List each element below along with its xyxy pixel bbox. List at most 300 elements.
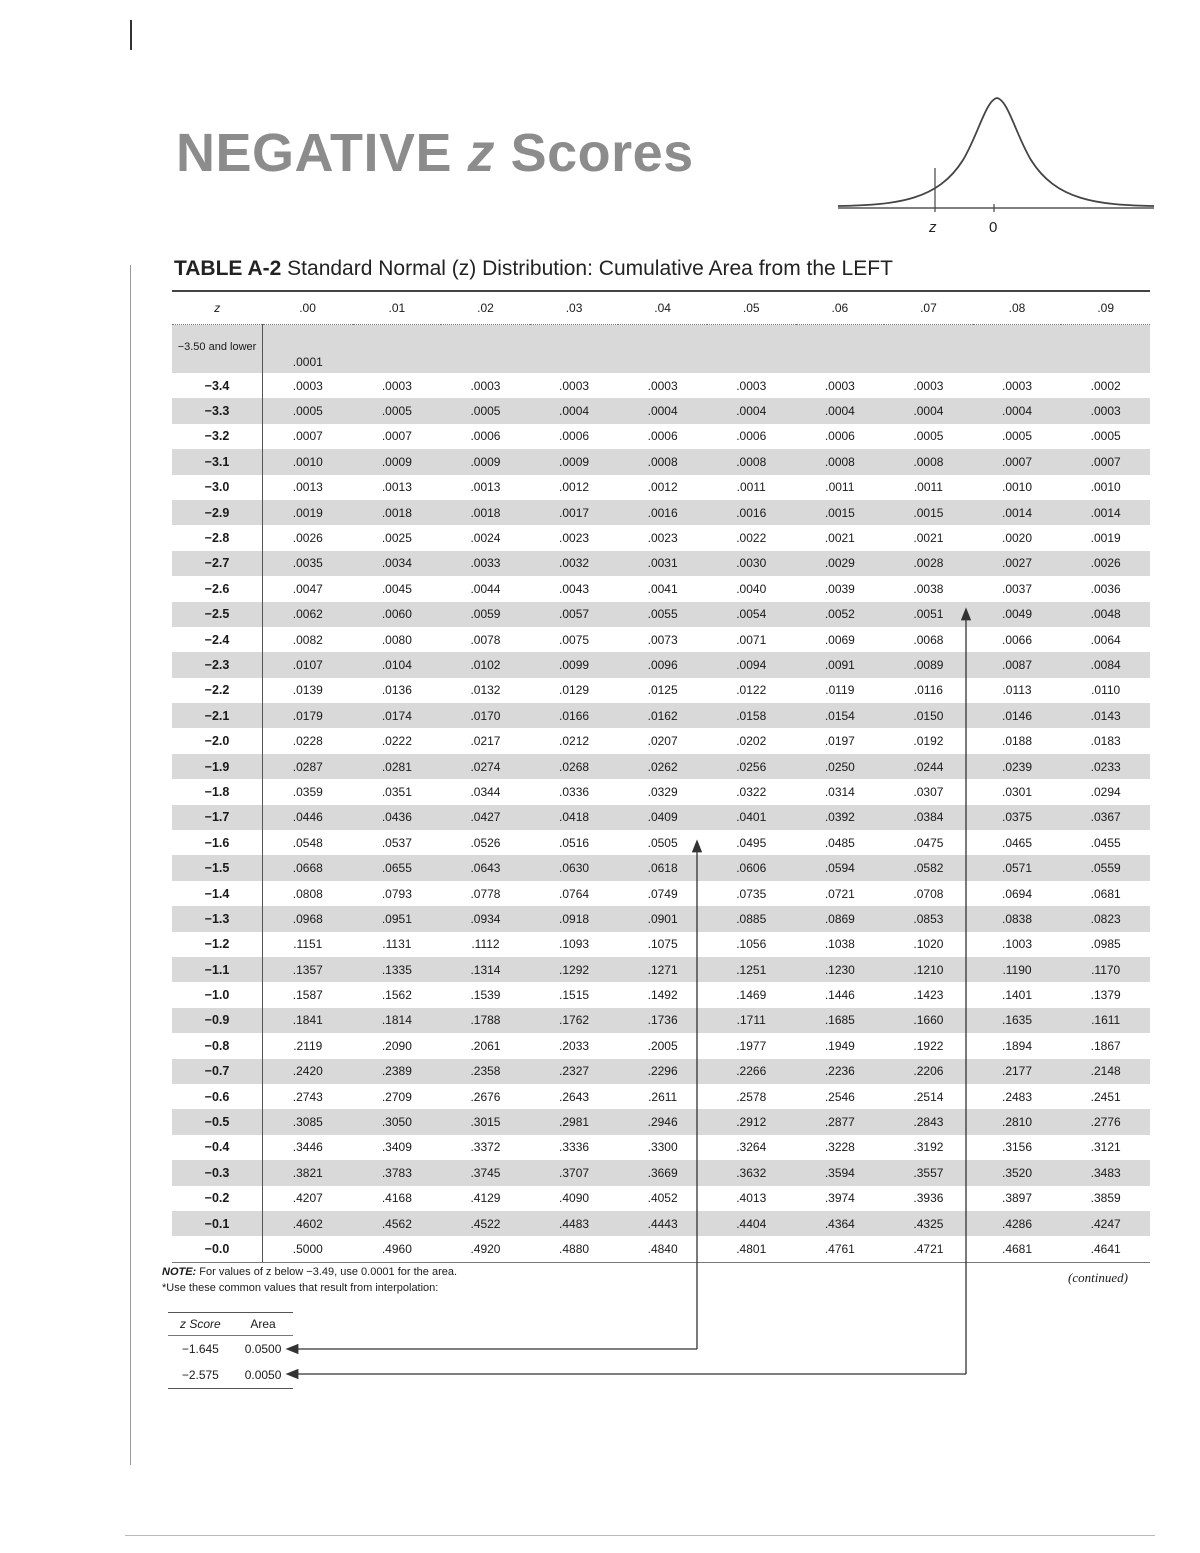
- area-cell: .0010: [1090, 480, 1121, 495]
- column-header: .08: [973, 291, 1062, 325]
- area-cell: .0007: [292, 429, 323, 444]
- area-cell: .0026: [1061, 551, 1150, 576]
- area-cell: .0009: [441, 449, 530, 474]
- area-cell: .0166: [530, 703, 619, 728]
- z-value: −2.0: [172, 728, 263, 753]
- area-cell: .1314: [441, 957, 530, 982]
- area-cell: .3897: [1002, 1191, 1033, 1206]
- area-cell: .4090: [559, 1191, 590, 1206]
- area-cell: .0721: [824, 886, 855, 901]
- table-row: [172, 525, 1150, 550]
- area-cell: .1335: [353, 957, 442, 982]
- area-cell: .0009: [530, 449, 619, 474]
- area-cell: .3336: [559, 1140, 590, 1155]
- area-cell: .0016: [707, 500, 796, 525]
- table-row: [172, 1135, 1150, 1160]
- column-header: .07: [884, 291, 973, 325]
- table-row: [172, 652, 1150, 677]
- area-cell: .1562: [381, 988, 412, 1003]
- area-cell: .1922: [913, 1038, 944, 1053]
- title-rest: Scores: [510, 123, 694, 183]
- area-cell: .0003: [559, 378, 590, 393]
- area-cell: .0179: [263, 703, 353, 728]
- area-cell: .2148: [1061, 1059, 1150, 1084]
- z-value: −0.7: [172, 1059, 263, 1084]
- area-cell: .0708: [913, 886, 944, 901]
- area-cell: .2946: [618, 1109, 707, 1134]
- area-cell: .0268: [530, 754, 619, 779]
- interp-header-area: Area: [233, 1313, 294, 1336]
- area-cell: .0778: [470, 886, 501, 901]
- area-cell: .1230: [796, 957, 885, 982]
- area-cell: .2119: [293, 1038, 323, 1053]
- area-cell: .0018: [441, 500, 530, 525]
- area-cell: .0301: [1002, 784, 1033, 799]
- area-cell: .4483: [530, 1211, 619, 1236]
- area-cell: .1357: [263, 957, 353, 982]
- area-cell: .0099: [530, 652, 619, 677]
- area-cell: .0030: [707, 551, 796, 576]
- area-cell: .2776: [1061, 1109, 1150, 1134]
- area-cell: [1061, 325, 1150, 374]
- area-cell: .0008: [884, 449, 973, 474]
- area-cell: .0080: [381, 632, 412, 647]
- area-cell: .1056: [736, 937, 767, 952]
- area-cell: .0005: [1002, 429, 1033, 444]
- area-cell: .2296: [618, 1059, 707, 1084]
- area-cell: .2676: [470, 1089, 501, 1104]
- interp-area: 0.0500: [244, 1342, 282, 1356]
- z-value: −0.1: [172, 1211, 263, 1236]
- area-cell: .0322: [736, 784, 767, 799]
- table-row: [172, 449, 1150, 474]
- area-cell: .0934: [441, 906, 530, 931]
- area-cell: .0239: [973, 754, 1062, 779]
- area-cell: .3121: [1090, 1140, 1121, 1155]
- z-value: −2.3: [172, 652, 263, 677]
- area-cell: .1003: [1002, 937, 1033, 952]
- area-cell: .0006: [470, 429, 501, 444]
- area-cell: .0192: [913, 734, 944, 749]
- area-cell: .2061: [470, 1038, 501, 1053]
- area-cell: .0013: [292, 480, 323, 495]
- area-cell: .0594: [796, 855, 885, 880]
- area-cell: .3707: [530, 1160, 619, 1185]
- area-cell: .0838: [973, 906, 1062, 931]
- area-cell: .0033: [441, 551, 530, 576]
- area-cell: .0011: [736, 480, 766, 495]
- area-cell: .0078: [470, 632, 501, 647]
- note-common: *Use these common values that result from interpolation:: [162, 1282, 439, 1294]
- area-cell: .4325: [884, 1211, 973, 1236]
- area-cell: .0455: [1090, 835, 1121, 850]
- area-cell: .2546: [824, 1089, 855, 1104]
- area-cell: .1210: [884, 957, 973, 982]
- area-cell: .3632: [707, 1160, 796, 1185]
- area-cell: .2236: [796, 1059, 885, 1084]
- area-cell: .0116: [913, 683, 943, 698]
- area-cell: .0618: [618, 855, 707, 880]
- area-cell: .0039: [824, 581, 855, 596]
- area-cell: .3015: [441, 1109, 530, 1134]
- area-cell: .4960: [353, 1236, 442, 1262]
- area-cell: .0668: [263, 855, 353, 880]
- area-cell: .0007: [973, 449, 1062, 474]
- area-cell: .0031: [618, 551, 707, 576]
- area-cell: .0016: [618, 500, 707, 525]
- area-cell: .0023: [647, 531, 678, 546]
- area-cell: .2090: [381, 1038, 412, 1053]
- area-cell: .0384: [884, 805, 973, 830]
- table-row: [172, 1008, 1150, 1033]
- area-cell: .0060: [353, 602, 442, 627]
- area-cell: .2033: [559, 1038, 590, 1053]
- area-cell: .0032: [530, 551, 619, 576]
- area-cell: .0122: [736, 683, 767, 698]
- area-cell: .1977: [736, 1038, 767, 1053]
- z-table: [172, 290, 1150, 1263]
- area-cell: .4364: [796, 1211, 885, 1236]
- z-value: −2.4: [172, 627, 263, 652]
- area-cell: .0037: [1002, 581, 1033, 596]
- area-cell: .0003: [470, 378, 501, 393]
- area-cell: .0375: [973, 805, 1062, 830]
- area-cell: .0401: [707, 805, 796, 830]
- area-cell: .0113: [1002, 683, 1032, 698]
- area-cell: .0054: [707, 602, 796, 627]
- area-cell: [530, 325, 619, 374]
- z-value: −3.2: [172, 424, 263, 449]
- area-cell: .0495: [736, 835, 767, 850]
- area-cell: .2206: [884, 1059, 973, 1084]
- area-cell: .1151: [293, 937, 323, 952]
- area-cell: .4168: [381, 1191, 412, 1206]
- area-cell: .0139: [292, 683, 323, 698]
- area-cell: .3446: [292, 1140, 323, 1155]
- area-cell: .0146: [973, 703, 1062, 728]
- area-cell: .0853: [884, 906, 973, 931]
- area-cell: .1469: [736, 988, 767, 1003]
- area-cell: .0075: [559, 632, 590, 647]
- title-z: z: [467, 123, 496, 183]
- area-cell: .2743: [292, 1089, 323, 1104]
- area-cell: .1587: [292, 988, 323, 1003]
- area-cell: .0329: [647, 784, 678, 799]
- area-cell: .2709: [381, 1089, 412, 1104]
- area-cell: .0582: [884, 855, 973, 880]
- area-cell: .0084: [1061, 652, 1150, 677]
- area-cell: .2611: [648, 1089, 678, 1104]
- z-value: −1.0: [172, 982, 263, 1007]
- table-note: [162, 1264, 457, 1296]
- area-cell: .0808: [292, 886, 323, 901]
- note-text: For values of z below −3.49, use 0.0001 for the area.: [199, 1266, 458, 1278]
- z-value: −0.9: [172, 1008, 263, 1033]
- area-cell: .3050: [353, 1109, 442, 1134]
- z-table-header-row: [172, 291, 1150, 325]
- area-cell: .0055: [618, 602, 707, 627]
- z-value: −1.6: [172, 830, 263, 855]
- area-cell: .0436: [353, 805, 442, 830]
- area-cell: .0136: [381, 683, 412, 698]
- area-cell: .0029: [796, 551, 885, 576]
- table-label: TABLE A-2: [174, 257, 282, 280]
- area-cell: .4880: [530, 1236, 619, 1262]
- area-cell: .0107: [263, 652, 353, 677]
- area-cell: [618, 325, 707, 374]
- area-cell: [884, 325, 973, 374]
- interp-header-z: z Score: [168, 1313, 233, 1336]
- area-cell: .3228: [824, 1140, 855, 1155]
- column-header: .00: [263, 291, 353, 325]
- area-cell: .0183: [1090, 734, 1121, 749]
- area-cell: .0823: [1061, 906, 1150, 931]
- area-cell: .0409: [618, 805, 707, 830]
- area-cell: .0643: [441, 855, 530, 880]
- area-cell: .4801: [707, 1236, 796, 1262]
- z-value: −2.2: [172, 678, 263, 703]
- interp-row: [168, 1336, 293, 1363]
- area-cell: .1736: [618, 1008, 707, 1033]
- table-row: [172, 881, 1150, 906]
- area-cell: .3264: [736, 1140, 767, 1155]
- table-row: [172, 754, 1150, 779]
- column-header: .06: [796, 291, 885, 325]
- area-cell: .0630: [530, 855, 619, 880]
- area-cell: .0143: [1061, 703, 1150, 728]
- page-title: [176, 122, 694, 184]
- area-cell: .0102: [441, 652, 530, 677]
- area-cell: .1190: [973, 957, 1062, 982]
- area-cell: .0003: [824, 378, 855, 393]
- area-cell: .0011: [913, 480, 943, 495]
- area-cell: .0007: [1061, 449, 1150, 474]
- area-cell: .0008: [796, 449, 885, 474]
- page-bottom-line: [125, 1535, 1155, 1536]
- interp-row: [168, 1362, 293, 1389]
- area-cell: .1292: [530, 957, 619, 982]
- area-cell: .0367: [1061, 805, 1150, 830]
- z-value: −0.3: [172, 1160, 263, 1185]
- area-cell: .0212: [559, 734, 590, 749]
- area-cell: .0004: [618, 398, 707, 423]
- area-cell: .0174: [353, 703, 442, 728]
- area-cell: .0336: [559, 784, 590, 799]
- z-value: −2.6: [172, 576, 263, 601]
- area-cell: .0003: [647, 378, 678, 393]
- area-cell: .4013: [736, 1191, 767, 1206]
- table-description: Standard Normal (z) Distribution: Cumulative Area from the LEFT: [287, 257, 893, 280]
- table-row: [172, 703, 1150, 728]
- table-row: [172, 982, 1150, 1007]
- table-row: [172, 398, 1150, 423]
- area-cell: [973, 325, 1062, 374]
- area-cell: .2981: [530, 1109, 619, 1134]
- area-cell: .0005: [1090, 429, 1121, 444]
- table-row: [172, 1236, 1150, 1262]
- area-cell: .3745: [441, 1160, 530, 1185]
- area-cell: .4721: [884, 1236, 973, 1262]
- area-cell: .0537: [381, 835, 412, 850]
- area-cell: .4761: [796, 1236, 885, 1262]
- area-cell: .0094: [707, 652, 796, 677]
- table-row: [172, 830, 1150, 855]
- area-cell: .0793: [381, 886, 412, 901]
- table-row: [172, 500, 1150, 525]
- area-cell: .0119: [825, 683, 855, 698]
- area-cell: .0202: [736, 734, 767, 749]
- area-cell: .3483: [1061, 1160, 1150, 1185]
- column-header: .02: [441, 291, 530, 325]
- table-row: [172, 576, 1150, 601]
- area-cell: .0019: [263, 500, 353, 525]
- table-row: [172, 678, 1150, 703]
- area-cell: .1271: [618, 957, 707, 982]
- area-cell: .0606: [707, 855, 796, 880]
- area-cell: .0008: [618, 449, 707, 474]
- area-cell: .1492: [647, 988, 678, 1003]
- area-cell: .0005: [441, 398, 530, 423]
- area-cell: .0505: [647, 835, 678, 850]
- area-cell: .0294: [1090, 784, 1121, 799]
- area-cell: .3783: [353, 1160, 442, 1185]
- area-cell: .1867: [1090, 1038, 1121, 1053]
- area-cell: .0020: [1002, 531, 1033, 546]
- area-cell: .0351: [381, 784, 412, 799]
- area-cell: .0274: [441, 754, 530, 779]
- area-cell: .0040: [736, 581, 767, 596]
- area-cell: .0069: [824, 632, 855, 647]
- area-cell: .0287: [263, 754, 353, 779]
- table-row: [172, 1033, 1150, 1058]
- area-cell: .0418: [530, 805, 619, 830]
- area-cell: .4052: [647, 1191, 678, 1206]
- title-main: NEGATIVE: [176, 123, 453, 183]
- area-cell: .0010: [1002, 480, 1033, 495]
- area-cell: .0262: [618, 754, 707, 779]
- page-edge-mark: [130, 20, 132, 50]
- area-cell: .0027: [973, 551, 1062, 576]
- area-cell: .3821: [263, 1160, 353, 1185]
- column-header: .05: [707, 291, 796, 325]
- area-cell: .1251: [707, 957, 796, 982]
- table-title: [174, 257, 893, 281]
- table-row: [172, 551, 1150, 576]
- area-cell: .4681: [973, 1236, 1062, 1262]
- area-cell: .0014: [973, 500, 1062, 525]
- area-cell: .0359: [292, 784, 323, 799]
- z-value: −0.5: [172, 1109, 263, 1134]
- area-cell: .0048: [1061, 602, 1150, 627]
- area-cell: .2643: [559, 1089, 590, 1104]
- area-cell: .2483: [1002, 1089, 1033, 1104]
- area-cell: .0019: [1090, 531, 1121, 546]
- area-cell: .0256: [707, 754, 796, 779]
- area-cell: .1401: [1002, 988, 1033, 1003]
- area-cell: .3557: [884, 1160, 973, 1185]
- area-cell: .0559: [1061, 855, 1150, 880]
- area-cell: .0007: [381, 429, 412, 444]
- column-header: .04: [618, 291, 707, 325]
- area-cell: .0013: [470, 480, 501, 495]
- area-cell: .1170: [1061, 957, 1150, 982]
- area-cell: [441, 325, 530, 374]
- z-value: −3.1: [172, 449, 263, 474]
- area-cell: .0222: [381, 734, 412, 749]
- area-cell: .1894: [1002, 1038, 1033, 1053]
- table-row: [172, 957, 1150, 982]
- area-cell: .2420: [263, 1059, 353, 1084]
- column-header: .01: [353, 291, 442, 325]
- table-row: [172, 1160, 1150, 1185]
- area-cell: .0073: [647, 632, 678, 647]
- area-cell: .0024: [470, 531, 501, 546]
- z-value: −0.2: [172, 1186, 263, 1211]
- table-row: [172, 805, 1150, 830]
- area-cell: .3594: [796, 1160, 885, 1185]
- area-cell: .0885: [707, 906, 796, 931]
- area-cell: .0735: [736, 886, 767, 901]
- area-cell: .0104: [353, 652, 442, 677]
- normal-curve-diagram: [838, 90, 1156, 240]
- area-cell: .3085: [263, 1109, 353, 1134]
- area-cell: .2389: [353, 1059, 442, 1084]
- area-cell: .0548: [292, 835, 323, 850]
- table-row: [172, 779, 1150, 804]
- table-row: [172, 1211, 1150, 1236]
- area-cell: .0044: [470, 581, 501, 596]
- area-cell: .3974: [824, 1191, 855, 1206]
- area-cell: .1379: [1090, 988, 1121, 1003]
- interp-area: 0.0050: [233, 1362, 294, 1389]
- table-row: [172, 373, 1150, 398]
- area-cell: .0089: [884, 652, 973, 677]
- curve-zero-label: 0: [989, 219, 998, 236]
- area-cell: [796, 325, 885, 374]
- area-cell: .0036: [1090, 581, 1121, 596]
- note-lead: NOTE:: [162, 1266, 197, 1278]
- area-cell: .0392: [796, 805, 885, 830]
- z-value: −0.0: [172, 1236, 263, 1262]
- area-cell: .0062: [263, 602, 353, 627]
- area-cell: .0028: [884, 551, 973, 576]
- interpolation-table: [168, 1312, 293, 1389]
- area-cell: .0951: [353, 906, 442, 931]
- area-cell: .1423: [913, 988, 944, 1003]
- area-cell: .0087: [973, 652, 1062, 677]
- area-cell: .0281: [353, 754, 442, 779]
- area-cell: .1093: [559, 937, 590, 952]
- column-header: .09: [1061, 291, 1150, 325]
- area-cell: .0091: [796, 652, 885, 677]
- area-cell: .4641: [1061, 1236, 1150, 1262]
- area-cell: .0003: [1061, 398, 1150, 423]
- area-cell: .0154: [796, 703, 885, 728]
- z-value: −2.9: [172, 500, 263, 525]
- area-cell: .0110: [1091, 683, 1121, 698]
- z-value: −2.1: [172, 703, 263, 728]
- z-value: −1.8: [172, 779, 263, 804]
- area-cell: .3156: [1002, 1140, 1033, 1155]
- continued-label: (continued): [1068, 1270, 1128, 1285]
- area-cell: .0023: [559, 531, 590, 546]
- area-cell: .3300: [647, 1140, 678, 1155]
- area-cell: .0125: [647, 683, 678, 698]
- area-cell: .0005: [913, 429, 944, 444]
- table-row: [172, 627, 1150, 652]
- area-cell: .0764: [559, 886, 590, 901]
- area-cell: .0170: [441, 703, 530, 728]
